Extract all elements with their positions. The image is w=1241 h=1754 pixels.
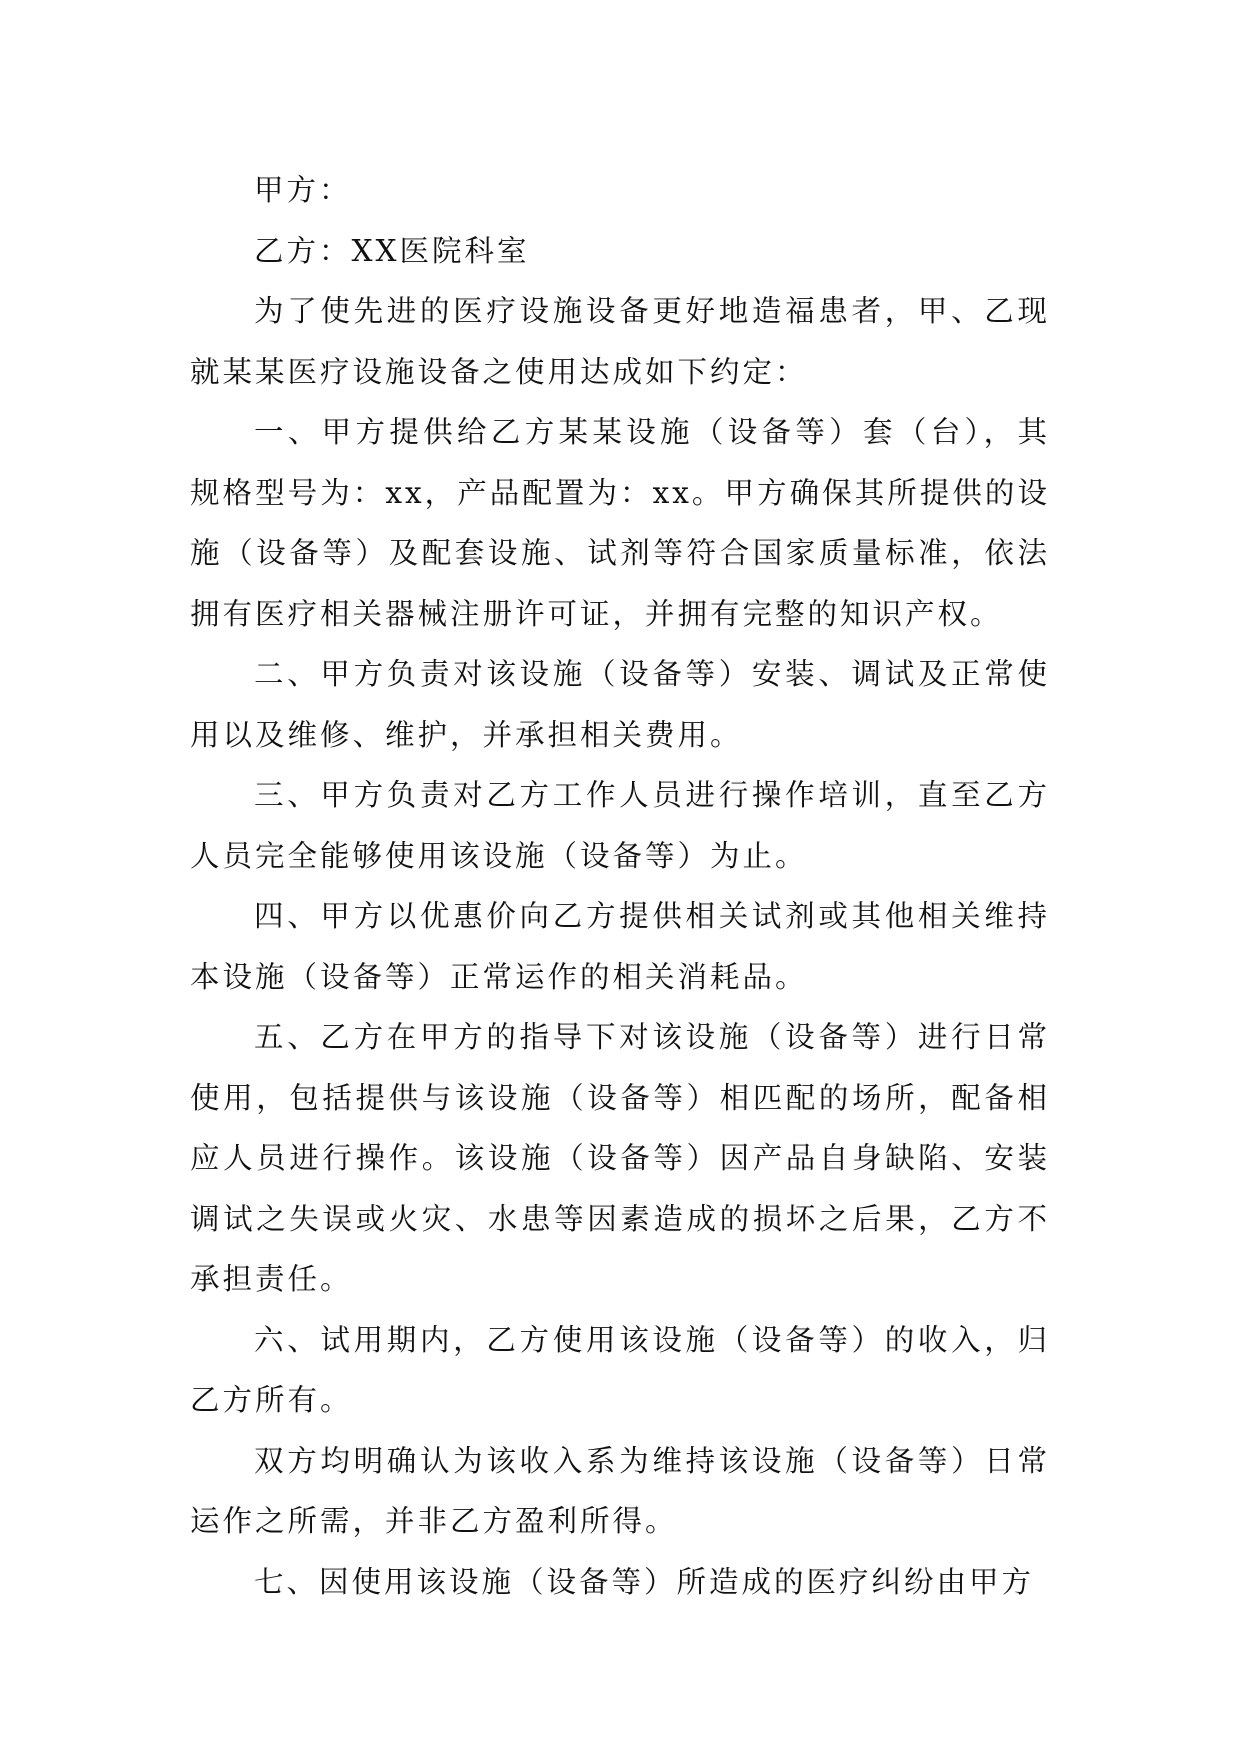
clause-7: 七、因使用该设施（设备等）所造成的医疗纠纷由甲方 [254,1564,1035,1599]
clause-1: 一、甲方提供给乙方某某设施（设备等）套（台），其规格型号为：xx，产品配置为：xx。甲方确保其所提供的设施（设备等）及配套设施、试剂等符合国家质量标准，依法拥有医疗相关器械注册许可证，并拥有完整的知识产权。 [190,415,1050,631]
preamble-paragraph: 为了使先进的医疗设施设备更好地造福患者，甲、乙现就某某医疗设施设备之使用达成如下约定： [190,294,1050,389]
clause-3: 三、甲方负责对乙方工作人员进行操作培训，直至乙方人员完全能够使用该设施（设备等）为止。 [190,778,1050,873]
clause-2: 二、甲方负责对该设施（设备等）安装、调试及正常使用以及维修、维护，并承担相关费用。 [190,657,1050,752]
clause-6: 六、试用期内，乙方使用该设施（设备等）的收入，归乙方所有。 [190,1322,1050,1417]
clause-5: 五、乙方在甲方的指导下对该设施（设备等）进行日常使用，包括提供与该设施（设备等）相匹配的场所，配备相应人员进行操作。该设施（设备等）因产品自身缺陷、安装调试之失误或火灾、水患等因素造成的损坏之后果，乙方不承担责任。 [190,1020,1050,1296]
document-body [190,160,1050,1612]
clause-6-note: 双方均明确认为该收入系为维持该设施（设备等）日常运作之所需，并非乙方盈利所得。 [190,1443,1050,1538]
party-b-line: 乙方：XX医院科室 [254,233,530,268]
clause-4: 四、甲方以优惠价向乙方提供相关试剂或其他相关维持本设施（设备等）正常运作的相关消耗品。 [190,899,1050,994]
party-a-line: 甲方： [254,173,352,207]
